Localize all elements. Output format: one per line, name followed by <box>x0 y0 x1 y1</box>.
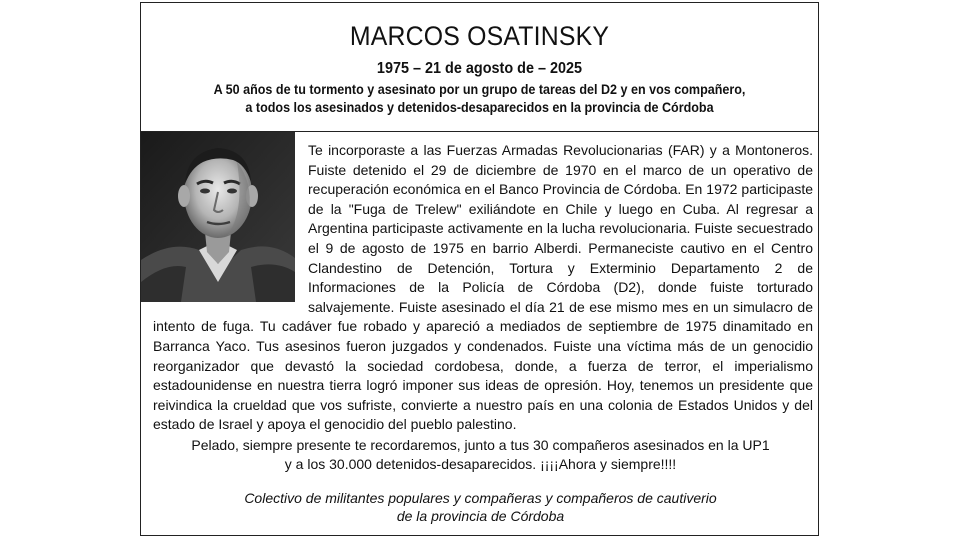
closing-text <box>141 436 820 475</box>
body-paragraph: Te incorporaste a las Fuerzas Armadas Revolucionarias (FAR) y a Montoneros. Fuiste detenido el 29 de diciembre de 1970 en el marco de un operativo de recuperación económica en el Banco Provincia de Córdoba. En 1972 participaste de la "Fuga de Trelew" exiliándote en Chile y luego en Cuba. Al regresar a Argentina participaste activamente en la lucha revolucionaria. Fuiste secuestrado el 9 de agosto de 1975 en barrio Alberdi. Permaneciste cautivo en el Centro Clandestino de Detención, Tortura y Exterminio Departamento 2 de Informaciones de la Policía de Córdoba (D2), donde fuiste torturado salvajemente. Fuiste asesinado el día 21 de ese mismo mes en un simulacro de intento de fuga. Tu cadáver fue robado y apareció a mediados de septiembre de 1975 dinamitado en Barranca Yaco. Tus asesinos fueron juzgados y condenados. Fuiste una víctima más de un genocidio reorganizador que devastó la sociedad cordobesa, donde, a fuerza de terror, el imperialismo estadounidense en nuestra tierra logró imponer sus ideas de opresión. Hoy, tenemos un presidente que reivindica la crueldad que vos sufriste, convierte a nuestro país en una colonia de Estados Unidos y del estado de Israel y apoya el genocidio del pueblo palestino. <box>153 142 813 433</box>
signature-line-1: Colectivo de militantes populares y compañeras y compañeros de cautiverio <box>244 490 717 506</box>
memorial-notice <box>140 2 819 536</box>
dates-line: 1975 – 21 de agosto de – 2025 <box>376 60 583 77</box>
subtitle <box>165 81 795 117</box>
closing-line-2: y a los 30.000 detenidos-desaparecidos. ¡¡¡¡Ahora y siempre!!!! <box>284 456 677 473</box>
subtitle-line-1: A 50 años de tu tormento y asesinato por un grupo de tareas del D2 y en vos compañero, <box>213 82 746 97</box>
photo-spacer <box>153 141 308 302</box>
signature <box>141 489 820 525</box>
body-text <box>141 141 813 435</box>
signature-line-2: de la provincia de Córdoba <box>396 508 565 524</box>
page-title: MARCOS OSATINSKY <box>349 21 610 51</box>
subtitle-line-2: a todos los asesinados y detenidos-desaparecidos en la provincia de Córdoba <box>245 100 714 115</box>
notice-header <box>141 3 818 132</box>
closing-line-1: Pelado, siempre presente te recordaremos, junto a tus 30 compañeros asesinados en la UP1 <box>191 437 770 453</box>
